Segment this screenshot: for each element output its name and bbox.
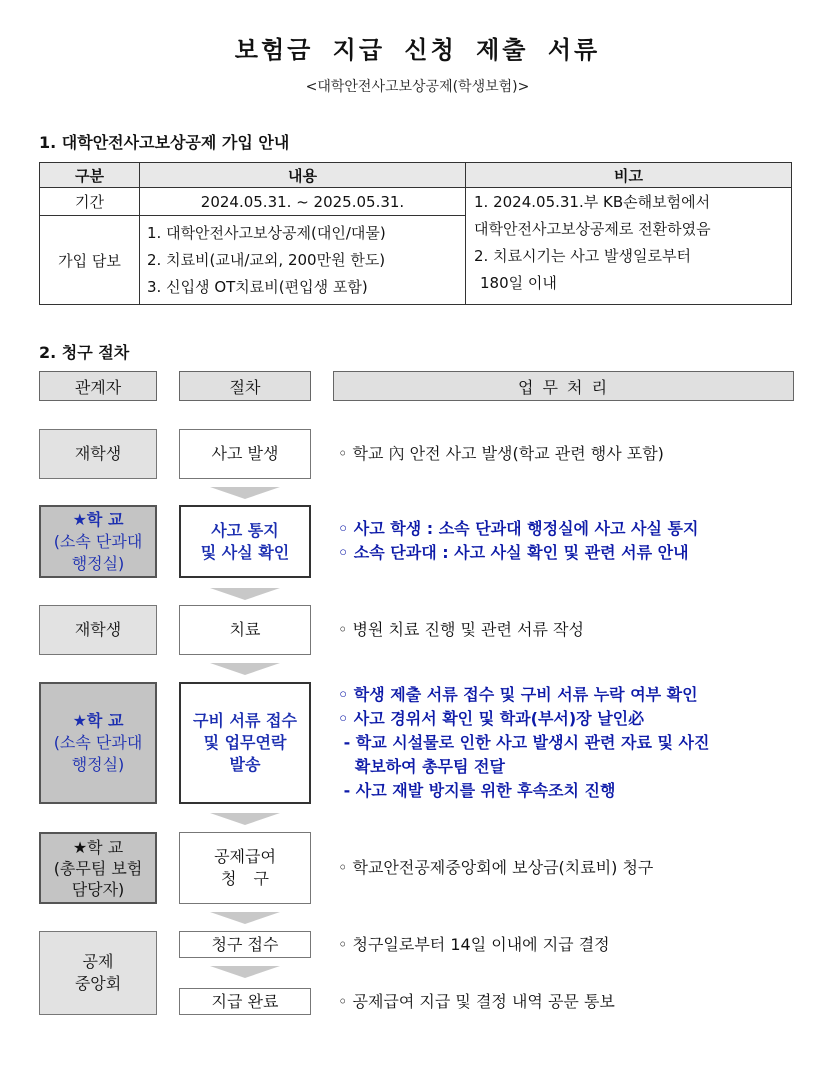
actor-school-general-affairs [39, 832, 157, 904]
flow-header-task: 업 무 처 리 [333, 371, 794, 401]
task-documents-4: 확보하여 총무팀 전달 [338, 757, 505, 776]
actor-label [73, 837, 123, 858]
step-label: 청 구 [221, 869, 269, 888]
actor-school-college [39, 505, 157, 578]
actor-school-college [39, 682, 157, 804]
flow-arrow-icon [210, 912, 280, 924]
flow-arrow-icon [210, 588, 280, 600]
coverage-cell [140, 216, 466, 305]
step-label: 발송 [229, 755, 261, 774]
coverage-item: 1. 대학안전사고보상공제(대인/대물) [147, 223, 386, 242]
step-label: 사고 발생 [211, 444, 279, 463]
step-label: 지급 완료 [211, 991, 279, 1011]
step-label: 치료 [229, 620, 261, 639]
actor-label [73, 710, 124, 732]
actor-label-main: ★학 교 [72, 509, 124, 529]
actor-label [73, 509, 124, 531]
actor-sub: (총무팀 보험 [53, 858, 143, 878]
task-notify-1: ◦ 사고 학생 : 소속 단과대 행정실에 사고 사실 통지 [338, 519, 699, 538]
task-claim: ◦ 학교안전공제중앙회에 보상금(치료비) 청구 [338, 858, 654, 877]
section2-heading: 2. 청구 절차 [39, 343, 130, 362]
step-claim [179, 832, 311, 904]
actor-label: 중앙회 [74, 974, 122, 993]
task-claim-received: ◦ 청구일로부터 14일 이내에 지급 결정 [338, 935, 610, 954]
coverage-item: 2. 치료비(교내/교외, 200만원 한도) [147, 250, 386, 269]
step-label: 사고 통지 [211, 520, 279, 540]
page-subtitle: <대학안전사고보상공제(학생보험)> [305, 79, 530, 95]
actor-sub: 행정실) [71, 553, 125, 573]
task-accident: ◦ 학교 內 안전 사고 발생(학교 관련 행사 포함) [338, 444, 664, 463]
actor-sub: 담당자) [71, 879, 125, 899]
actor-label: 재학생 [74, 620, 122, 639]
actor-student [39, 429, 157, 479]
actor-mutual-aid-center [39, 931, 157, 1015]
remark-line: 대학안전사고보상공제로 전환하였음 [474, 220, 711, 238]
step-claim-received [179, 931, 311, 958]
task-documents-1: ◦ 학생 제출 서류 접수 및 구비 서류 누락 여부 확인 [338, 685, 698, 704]
coverage-item: 3. 신입생 OT치료비(편입생 포함) [147, 277, 368, 296]
flow-arrow-icon [210, 966, 280, 978]
task-treatment: ◦ 병원 치료 진행 및 관련 서류 작성 [338, 620, 584, 639]
actor-sub: 행정실) [71, 755, 125, 774]
flow-header-step: 절차 [179, 371, 311, 401]
task-documents-3: - 학교 시설물로 인한 사고 발생시 관련 자료 및 사진 [338, 733, 710, 752]
page-title: 보험금 지급 신청 제출 서류 [234, 36, 601, 64]
remark-line: 2. 치료시기는 사고 발생일로부터 [474, 247, 691, 265]
task-notify-2: ◦ 소속 단과대 : 사고 사실 확인 및 관련 서류 안내 [338, 543, 689, 562]
table-header-category: 구분 [40, 163, 140, 188]
actor-sub: (소속 단과대 [53, 733, 143, 752]
step-label: 청구 접수 [211, 934, 279, 954]
step-accident [179, 429, 311, 479]
flow-arrow-icon [210, 487, 280, 499]
remark-line: 1. 2024.05.31.부 KB손해보험에서 [474, 193, 711, 211]
step-notify [179, 505, 311, 578]
step-label: 및 사실 확인 [200, 542, 290, 562]
actor-label: 공제 [82, 952, 114, 971]
flow-arrow-icon [210, 813, 280, 825]
table-header-remarks: 비고 [466, 163, 792, 188]
section1-heading: 1. 대학안전사고보상공제 가입 안내 [39, 133, 290, 152]
actor-student [39, 605, 157, 655]
flow-header-actor: 관계자 [39, 371, 157, 401]
actor-sub: (소속 단과대 [53, 531, 143, 551]
table-header-content: 내용 [140, 163, 466, 188]
task-documents-2: ◦ 사고 경위서 확인 및 학과(부서)장 날인必 [338, 709, 645, 728]
period-label: 기간 [40, 188, 140, 216]
actor-label-main: ★학 교 [72, 837, 124, 857]
period-value: 2024.05.31. ~ 2025.05.31. [140, 188, 466, 216]
actor-label-main: ★학 교 [72, 711, 124, 730]
task-payment-complete: ◦ 공제급여 지급 및 결정 내역 공문 통보 [338, 992, 615, 1011]
remark-line: 180일 이내 [480, 274, 557, 292]
task-documents-5: - 사고 재발 방지를 위한 후속조치 진행 [338, 781, 616, 800]
step-label: 구비 서류 접수 [193, 711, 297, 730]
step-label: 및 업무연락 [203, 733, 287, 752]
enrollment-table [39, 162, 792, 305]
coverage-label: 가입 담보 [40, 216, 140, 305]
actor-label: 재학생 [74, 444, 122, 463]
remarks-cell [466, 188, 792, 305]
step-payment-complete [179, 988, 311, 1015]
step-label: 공제급여 [214, 847, 276, 866]
step-treatment [179, 605, 311, 655]
step-documents [179, 682, 311, 804]
flow-arrow-icon [210, 663, 280, 675]
